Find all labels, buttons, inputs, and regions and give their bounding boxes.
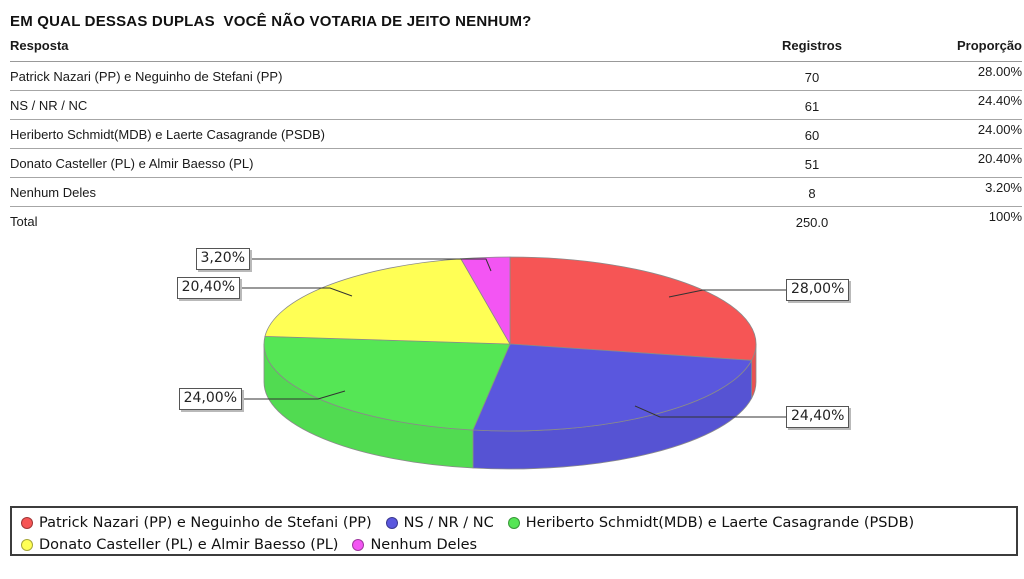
cell-registros: 60	[804, 127, 820, 143]
column-header-resposta: Resposta	[10, 38, 69, 53]
cell-registros: 8	[808, 185, 816, 201]
cell-registros: 61	[804, 98, 820, 114]
pie-slice-label: 3,20%	[196, 248, 250, 270]
cell-total-proporcao: 100%	[988, 208, 1022, 224]
table-row	[10, 178, 1022, 207]
cell-resposta: Patrick Nazari (PP) e Neguinho de Stefani (PP)	[10, 68, 283, 84]
page-title: EM QUAL DESSAS DUPLAS VOCÊ NÃO VOTARIA DE JEITO NENHUM?	[10, 13, 532, 30]
legend-item	[21, 515, 372, 531]
survey-report	[10, 0, 1022, 235]
legend-item	[508, 515, 914, 531]
table-row	[10, 149, 1022, 178]
pie-slice-label: 28,00%	[786, 279, 849, 301]
legend-label: Patrick Nazari (PP) e Neguinho de Stefani (PP)	[39, 515, 372, 531]
legend-marker-circle-icon	[508, 517, 520, 529]
table-row	[10, 120, 1022, 149]
cell-resposta: Nenhum Deles	[10, 184, 96, 200]
legend-marker-circle-icon	[21, 517, 33, 529]
legend-row	[21, 512, 1007, 534]
legend-label: Nenhum Deles	[370, 537, 478, 553]
cell-registros: 51	[804, 156, 820, 172]
column-header-registros: Registros	[782, 38, 842, 53]
cell-proporcao: 20.40%	[977, 150, 1022, 166]
legend-label: Heriberto Schmidt(MDB) e Laerte Casagrande (PSDB)	[525, 515, 915, 531]
legend-label: Donato Casteller (PL) e Almir Baesso (PL)	[39, 537, 339, 553]
pie-slice-label: 20,40%	[177, 277, 240, 299]
table-header-row	[10, 30, 1022, 62]
pie-slice	[510, 257, 756, 360]
legend-marker-circle-icon	[386, 517, 398, 529]
legend-item	[352, 537, 477, 553]
legend-row	[21, 534, 1007, 556]
cell-proporcao: 24.40%	[977, 92, 1022, 108]
cell-resposta: NS / NR / NC	[10, 97, 88, 113]
cell-total-registros: 250.0	[795, 214, 829, 230]
legend-label: NS / NR / NC	[403, 515, 494, 531]
cell-resposta: Heriberto Schmidt(MDB) e Laerte Casagrande (PSDB)	[10, 126, 326, 142]
table-row	[10, 62, 1022, 91]
chart-legend	[10, 506, 1018, 556]
cell-proporcao: 3.20%	[985, 179, 1022, 195]
cell-total-label: Total	[10, 213, 38, 229]
cell-proporcao: 24.00%	[977, 121, 1022, 137]
legend-marker-circle-icon	[21, 539, 33, 551]
legend-marker-circle-icon	[352, 539, 364, 551]
legend-item	[21, 537, 338, 553]
pie-chart-svg	[0, 240, 1024, 505]
cell-registros: 70	[804, 69, 820, 85]
table-total-row	[10, 207, 1022, 235]
cell-proporcao: 28.00%	[977, 63, 1022, 79]
pie-chart	[0, 240, 1024, 505]
column-header-proporcao: Proporção	[956, 38, 1022, 53]
table-row	[10, 91, 1022, 120]
pie-slice-label: 24,00%	[179, 388, 242, 410]
pie-slice-label: 24,40%	[786, 406, 849, 428]
cell-resposta: Donato Casteller (PL) e Almir Baesso (PL)	[10, 155, 254, 171]
legend-item	[386, 515, 494, 531]
